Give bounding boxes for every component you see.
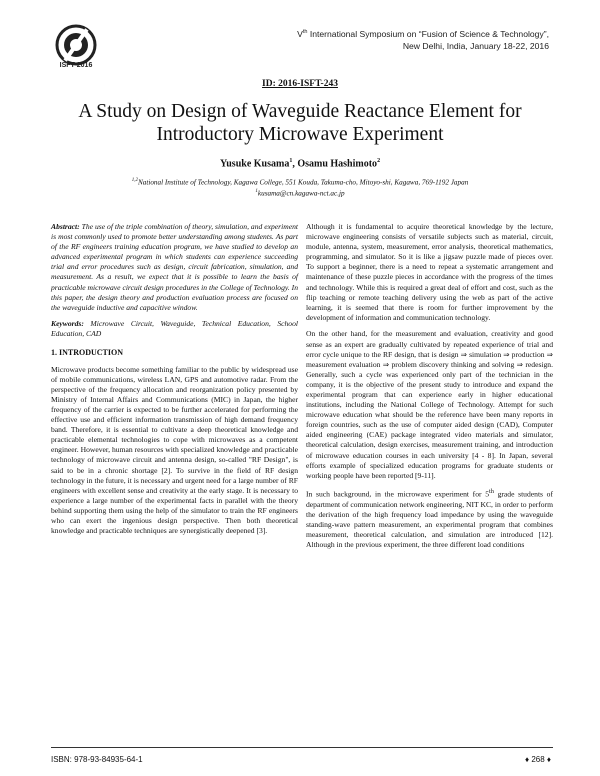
page-number: ♦ 268 ♦: [525, 755, 551, 764]
paper-id: ID: 2016-ISFT-243: [262, 79, 338, 89]
email-line: $^1$kusama@cn.kagawa-nct.ac.jp: [255, 189, 345, 198]
intro-paragraph-4: In such background, in the microwave experiment for 5th grade students of department of communication network engineering, NIT KC, in order to perform the derivation of the high frequency load impedance by using the waveguide standing-wave pattern measurement, an experimental program that combines measurement, theoretical calculation, and simulation are introduced [12]. Although in the previous experiment, the three different load conditions: [306, 488, 553, 550]
abstract-text: The use of the triple combination of theory, simulation, and experiment is most commonly used to promote better understanding among students. As part of the RF engineers training education program, we have studied to develop an advanced experimental program in which students can experience succeeding trial and error procedures such as design, circuit fabrication, simulation, and measurement. As a result, we expect that it is possible to learn the basis of practicable microwave circuit design procedures in the College of Technology. In this paper, the design theory and production evaluation process are focused on the waveguide inductive and capacitive window.: [51, 222, 298, 312]
conference-line-1: Vth International Symposium on “Fusion of Science & Technology”,: [297, 28, 549, 39]
logo-text: ISFT 2016: [59, 62, 93, 69]
abstract: [51, 222, 298, 313]
affiliation-line: $^{1,2}$National Institute of Technology, Kagawa College, 551 Kouda, Takuma-cho, Mitoyo-shi, Kagawa, 769-1192 Japan: [131, 178, 469, 187]
affiliation: [0, 176, 600, 199]
left-column: [51, 222, 298, 543]
keywords-label: Keywords:: [51, 319, 84, 329]
author-2: Osamu Hashimoto: [297, 158, 378, 170]
paper-title: A Study on Design of Waveguide Reactance Element for Introductory Microwave Experiment: [78, 101, 522, 145]
keywords-text: Microwave Circuit, Waveguide, Technical Education, School Education, CAD: [51, 319, 298, 339]
intro-paragraph-2: Although it is fundamental to acquire theoretical knowledge by the lecture, microwave engineering consists of versatile subjects such as material, circuit, module, antenna, system, measurement, error analysis, theoretical mathematics, programming, and simulator. So it is like a jigsaw puzzle made of pieces over. To support a beginner, there is a need to repeat a systematic arrangement and maintenance of these puzzle pieces in accordance with the progress of the times and technology. While this is required a great deal of effort and cost, such as the flip teaching or remote teaching delivery using the web as part of the active learning, it is seemed that there is room for further improvement by the development of information and communication technology.: [306, 222, 553, 322]
intro-paragraph-1: Microwave products become something familiar to the public by widespread use of mobile communications, wireless LAN, GPS and automotive radar. From the perspective of the frequency allocation and reorganization policy presented by Ministry of Internal Affairs and Communications (MIC) in Japan, the higher frequency of the carrier is expected to be further accelerated for performing the effective use and efficient information transmission of high demand frequency band. Therefore, it is essential to cultivate a deep theoretical knowledge and practicable elemental technologies to cope with microwaves as a competent engineer. However, human resources with specialized knowledge and practicable technology of microwave circuit and antenna design, so-called "RF Design", is said to be in a chronic shortage [2]. To survive in the field of RF design technology in the future, it is necessary and urgent need for a large number of RF engineers with excellent sense and creativity at the early stage. It is necessary to experience a large number of the experimental facts in parallel with the theory behind supporting them using the help of the simulator to train the RF engineers who can exert the ingenious design perspective. Then both theoretical knowledge and practicable techniques are synergistically deepened [3].: [51, 364, 298, 536]
conference-line-2: New Delhi, India, January 18-22, 2016: [402, 40, 549, 51]
footer-divider: [51, 747, 553, 748]
email-link[interactable]: kusama@cn.kagawa-nct.ac.jp: [257, 189, 345, 198]
right-column: [306, 222, 553, 557]
abstract-label: Abstract:: [51, 222, 80, 231]
isbn: ISBN: 978-93-84935-64-1: [51, 755, 143, 764]
section-heading-introduction: 1. INTRODUCTION: [51, 347, 124, 357]
keywords: [51, 319, 298, 339]
intro-paragraph-3: On the other hand, for the measurement and evaluation, creativity and good sense as an expert are gradually cultivated by repeated experience of trial and error cycle unique to the RF design, that is design ⇒ simulation ⇒ production ⇒ measurement evaluation ⇒ problem discovery thinking and solving ⇒ redesign. Generally, such a cycle was experienced only part of the technician in the company, it is the objective of the present study to introduce and expand the experimental program that can experience early in higher educational institutions, including the National College of Technology. Attempt for such microwave education what should be the reference have been many reports in foreign countries, such as the use of computer aided design (CAD), Computer aided engineering (CAE) package integrated video materials and simulator, theoretical calculation, design exercises, measurement training, and introduction of microwave education courses in each university [4 - 8]. In Japan, several efforts example of specialized education programs for graduate students or working people have been reported [9-11].: [306, 329, 553, 480]
conference-info: [219, 26, 549, 52]
author-1: Yusuke Kusama: [219, 158, 290, 170]
authors: Yusuke Kusama$^1$, Osamu Hashimoto$^2$: [219, 158, 381, 170]
